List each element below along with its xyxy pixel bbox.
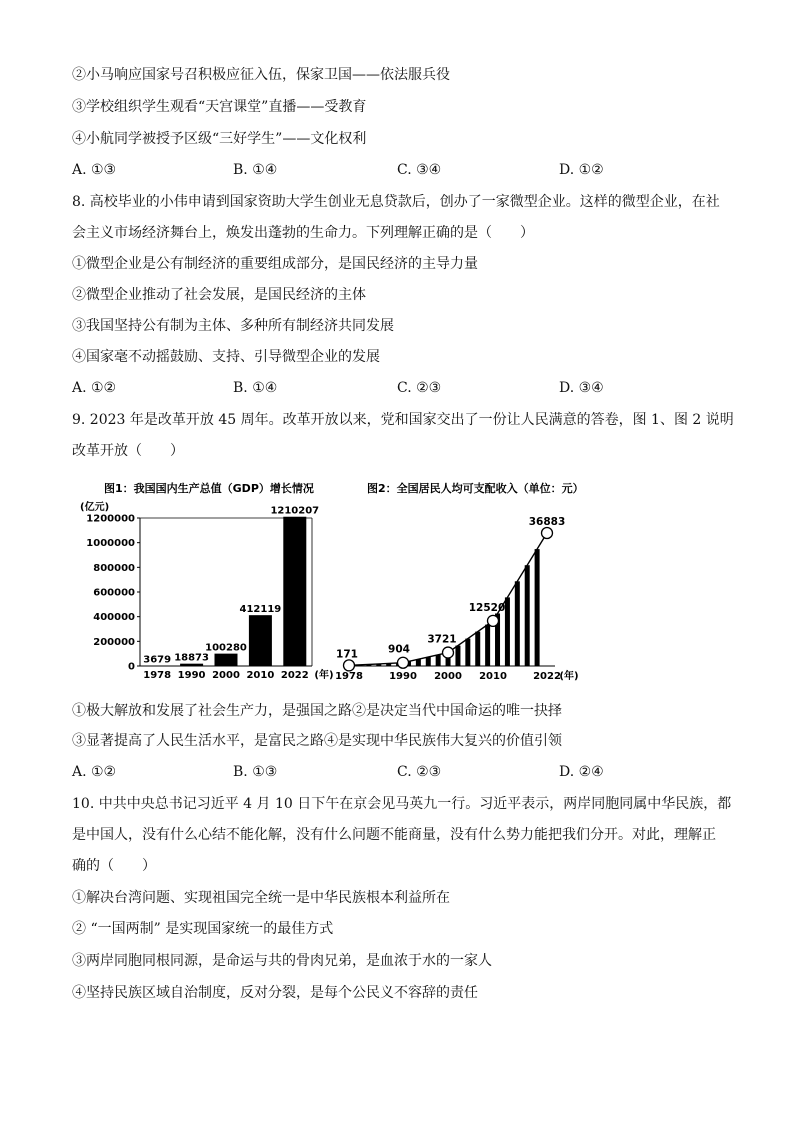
q8-option-d[interactable]: D. ③④: [559, 380, 604, 396]
q9-option-b[interactable]: B. ①③: [233, 764, 278, 780]
chart2-x-tick-label: 2010: [479, 671, 507, 682]
chart1-x-tick-label: 2010: [246, 670, 275, 681]
q7-statement-4: ④小航同学被授予区级“三好学生”——文化权利: [72, 131, 367, 147]
q8-stem-line-1: 8. 高校毕业的小伟申请到国家资助大学生创业无息贷款后，创办了一家微型企业。这样的微型企业，在社: [72, 194, 720, 210]
chart1-data-label: 100280: [205, 642, 247, 654]
chart1-data-label: 18873: [174, 652, 209, 664]
q8-statement-3: ③我国坚持公有制为主体、多种所有制经济共同发展: [72, 318, 394, 334]
gdp-bar-chart: [70, 478, 350, 688]
chart2-bar: [525, 565, 530, 666]
chart2-bar: [455, 646, 460, 666]
q9-statements-1-2: ①极大解放和发展了社会生产力，是强国之路②是决定当代中国命运的唯一抉择: [72, 703, 562, 719]
chart1-y-tick-label: 0: [128, 661, 135, 673]
q7-option-d[interactable]: D. ①②: [559, 162, 604, 178]
q9-stem-line-1: 9. 2023 年是改革开放 45 周年。改革开放以来，党和国家交出了一份让人民满意的答卷，图 1、图 2 说明: [72, 412, 734, 428]
q9-statements-3-4: ③显著提高了人民生活水平，是富民之路④是实现中华民族伟大复兴的价值引领: [72, 733, 562, 749]
chart2-bar: [515, 581, 520, 666]
chart1-x-tick-label: 1990: [177, 670, 206, 681]
chart2-bar: [475, 632, 480, 666]
chart2-point-marker: [398, 657, 409, 668]
chart2-point-marker: [542, 528, 553, 539]
chart1-data-label: 412119: [239, 604, 282, 616]
chart2-data-label: 36883: [528, 516, 566, 528]
chart1-y-tick-label: 1200000: [86, 513, 135, 525]
chart1-bar: [249, 615, 272, 666]
chart1-y-tick-label: 1000000: [86, 538, 135, 550]
q9-option-a[interactable]: A. ①②: [72, 764, 117, 780]
q8-statement-2: ②微型企业推动了社会发展，是国民经济的主体: [72, 287, 366, 303]
q7-option-a[interactable]: A. ①③: [72, 162, 117, 178]
q8-option-a[interactable]: A. ①②: [72, 380, 117, 396]
chart1-y-tick-label: 800000: [93, 562, 135, 574]
chart2-bar: [426, 657, 431, 666]
q10-statement-1: ①解决台湾问题、实现祖国完全统一是中华民族根本利益所在: [72, 890, 450, 906]
q8-stem-line-2: 会主义市场经济舞台上，焕发出蓬勃的生命力。下列理解正确的是（ ）: [72, 225, 534, 241]
chart2-point-marker: [443, 647, 454, 658]
chart1-x-tick-label: 2000: [212, 670, 240, 681]
chart1-bar: [180, 664, 203, 666]
chart2-x-tick-label: 1990: [389, 671, 417, 682]
chart2-data-label: 12520: [468, 601, 506, 614]
chart1-data-label: 1210207: [270, 505, 320, 517]
q10-stem-line-1: 10. 中共中央总书记习近平 4 月 10 日下午在京会见马英九一行。习近平表示，两岸同胞同属中华民族，都: [72, 796, 732, 812]
q8-statement-4: ④国家毫不动摇鼓励、支持、引导微型企业的发展: [72, 349, 380, 365]
chart1-bar: [283, 517, 306, 666]
chart2-x-tick-label: 2000: [434, 671, 462, 682]
q8-option-b[interactable]: B. ①④: [233, 380, 278, 396]
q10-statement-3: ③两岸同胞同根同源，是命运与共的骨肉兄弟，是血浓于水的一家人: [72, 953, 492, 969]
chart1-data-label: 3679: [143, 654, 172, 666]
chart2-x-tick-label: 1978: [335, 671, 363, 682]
chart2-point-marker: [344, 660, 355, 671]
chart2-point-marker: [488, 615, 499, 626]
chart1-y-tick-label: 600000: [93, 587, 135, 599]
chart1-title: 图1：我国国内生产总值（GDP）增长情况: [104, 482, 314, 495]
q9-option-d[interactable]: D. ②④: [559, 764, 604, 780]
income-bar-chart: [335, 478, 605, 688]
chart1-x-unit: (年): [314, 670, 334, 681]
chart2-title: 图2：全国居民人均可支配收入（单位：元）: [367, 482, 584, 495]
q10-stem-line-3: 确的（ ）: [72, 858, 156, 874]
chart2-data-label: 3721: [427, 633, 457, 646]
chart1-ylabel: (亿元): [80, 502, 110, 513]
chart2-bar: [535, 549, 540, 666]
chart2-x-unit: (年): [559, 671, 579, 682]
q7-statement-3: ③学校组织学生观看“天宫课堂”直播——受教育: [72, 99, 367, 115]
chart1-bar: [215, 654, 238, 666]
chart2-bar: [505, 597, 510, 666]
q7-option-c[interactable]: C. ③④: [397, 162, 442, 178]
chart2-data-label: 904: [388, 643, 410, 656]
chart2-bar: [436, 655, 441, 666]
q7-statement-2: ②小马响应国家号召积极应征入伍，保家卫国——依法服兵役: [72, 67, 450, 83]
chart2-x-tick-label: 2022: [533, 671, 561, 682]
q9-stem-line-2: 改革开放（ ）: [72, 443, 184, 459]
q10-statement-2: ② “一国两制” 是实现国家统一的最佳方式: [72, 921, 334, 937]
q8-statement-1: ①微型企业是公有制经济的重要组成部分，是国民经济的主导力量: [72, 256, 478, 272]
chart2-data-label: 171: [336, 648, 358, 661]
q7-option-b[interactable]: B. ①④: [233, 162, 278, 178]
q10-stem-line-2: 是中国人，没有什么心结不能化解，没有什么问题不能商量，没有什么势力能把我们分开。对此，理解正: [72, 827, 716, 843]
chart2-bar: [485, 625, 490, 666]
chart1-x-tick-label: 1978: [143, 670, 172, 681]
q8-option-c[interactable]: C. ②③: [397, 380, 442, 396]
q10-statement-4: ④坚持民族区域自治制度，反对分裂，是每个公民义不容辞的责任: [72, 985, 478, 1001]
chart1-y-tick-label: 200000: [93, 636, 135, 648]
q9-option-c[interactable]: C. ②③: [397, 764, 442, 780]
chart1-x-tick-label: 2022: [280, 670, 309, 681]
chart1-y-tick-label: 400000: [93, 612, 135, 624]
chart2-bar: [465, 639, 470, 666]
